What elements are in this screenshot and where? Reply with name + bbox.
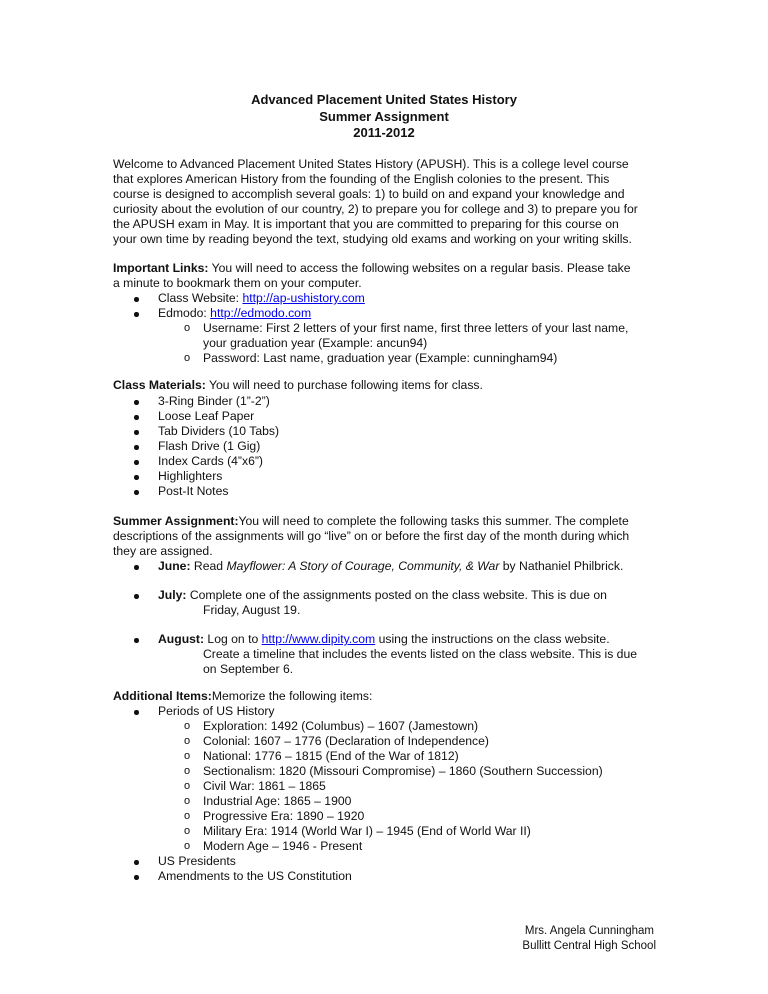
period-item: Colonial: 1607 – 1776 (Declaration of Independence) (203, 734, 489, 748)
material-item: Loose Leaf Paper (158, 409, 255, 423)
dipity-link[interactable]: http://www.dipity.com (261, 632, 376, 646)
bullet-icon (134, 565, 139, 570)
july-label: July: (158, 588, 187, 602)
links-intro (113, 261, 631, 276)
august-text-line3: on September 6. (203, 662, 294, 676)
period-item: National: 1776 – 1815 (End of the War of 1812) (203, 749, 459, 763)
june-author: by Nathaniel Philbrick. (499, 559, 624, 573)
intro-line: that explores American History from the founding of the English colonies to the present. This (113, 172, 610, 186)
periods-label: Periods of US History (158, 704, 275, 718)
bullet-icon (134, 430, 139, 435)
june-item (158, 559, 623, 574)
additional-intro (113, 689, 372, 704)
class-website-link[interactable]: http://ap-ushistory.com (242, 291, 365, 305)
edmodo-link[interactable]: http://edmodo.com (210, 306, 312, 320)
circle-bullet-icon: o (184, 322, 191, 334)
signature-school: Bullitt Central High School (522, 940, 656, 952)
intro-line: your own time by reading beyond the text, studying old exams and working on your writing skills. (113, 232, 632, 246)
circle-bullet-icon: o (184, 750, 191, 762)
book-title: Mayflower: A Story of Courage, Community, & War (226, 559, 500, 573)
period-item: Progressive Era: 1890 – 1920 (203, 809, 365, 823)
intro-line: Welcome to Advanced Placement United States History (APUSH). This is a college level course (113, 157, 629, 171)
class-website-item (158, 291, 365, 306)
summer-text-line: they are assigned. (113, 544, 213, 558)
password-line: Password: Last name, graduation year (Example: cunningham94) (203, 351, 558, 365)
summer-intro (113, 514, 629, 529)
bullet-icon (134, 312, 139, 317)
june-label: June: (158, 559, 191, 573)
doc-year: 2011-2012 (353, 125, 415, 140)
august-text-end: using the instructions on the class website. (375, 632, 610, 646)
period-item: Industrial Age: 1865 – 1900 (203, 794, 352, 808)
bullet-icon (134, 594, 139, 599)
bullet-icon (134, 710, 139, 715)
bullet-icon (134, 400, 139, 405)
august-label: August: (158, 632, 205, 646)
intro-line: the APUSH exam in May. It is important that you are committed to preparing for this course on (113, 217, 619, 231)
summer-heading: Summer Assignment: (113, 514, 239, 528)
material-item: Flash Drive (1 Gig) (158, 439, 261, 453)
august-item (158, 632, 610, 647)
circle-bullet-icon: o (184, 825, 191, 837)
circle-bullet-icon: o (184, 780, 191, 792)
doc-subtitle: Summer Assignment (319, 109, 449, 124)
july-text-line2: Friday, August 19. (203, 603, 301, 617)
period-item: Modern Age – 1946 - Present (203, 839, 363, 853)
june-text: Read (190, 559, 227, 573)
material-item: Post-It Notes (158, 484, 229, 498)
material-item: Highlighters (158, 469, 223, 483)
bullet-icon (134, 860, 139, 865)
materials-text: You will need to purchase following items for class. (205, 378, 483, 392)
july-item (158, 588, 607, 603)
signature-name: Mrs. Angela Cunningham (524, 925, 654, 937)
bullet-icon (134, 875, 139, 880)
materials-intro (113, 378, 483, 393)
class-website-label: Class Website: (158, 291, 243, 305)
july-text: Complete one of the assignments posted on the class website. This is due on (186, 588, 607, 602)
presidents-item: US Presidents (158, 854, 236, 868)
bullet-icon (134, 460, 139, 465)
summer-text: You will need to complete the following tasks this summer. The complete (238, 514, 629, 528)
bullet-icon (134, 415, 139, 420)
username-line: Username: First 2 letters of your first name, first three letters of your last name, (203, 321, 629, 335)
summer-text-line: descriptions of the assignments will go “live” on or before the first day of the month during which (113, 529, 630, 543)
period-item: Exploration: 1492 (Columbus) – 1607 (Jamestown) (203, 719, 479, 733)
circle-bullet-icon: o (184, 735, 191, 747)
bullet-icon (134, 445, 139, 450)
circle-bullet-icon: o (184, 840, 191, 852)
bullet-icon (134, 490, 139, 495)
material-item: Index Cards (4”x6”) (158, 454, 263, 468)
material-item: Tab Dividers (10 Tabs) (158, 424, 280, 438)
additional-heading: Additional Items: (113, 689, 212, 703)
links-text: You will need to access the following websites on a regular basis. Please take (208, 261, 631, 275)
circle-bullet-icon: o (184, 795, 191, 807)
bullet-icon (134, 297, 139, 302)
august-text-line2: Create a timeline that includes the events listed on the class website. This is due (203, 647, 638, 661)
material-item: 3-Ring Binder (1”-2”) (158, 394, 270, 408)
links-heading: Important Links: (113, 261, 209, 275)
august-text: Log on to (204, 632, 262, 646)
bullet-icon (134, 475, 139, 480)
username-line: your graduation year (Example: ancun94) (203, 336, 428, 350)
doc-title: Advanced Placement United States History (251, 92, 517, 107)
links-text-line2: a minute to bookmark them on your computer. (113, 276, 362, 290)
circle-bullet-icon: o (184, 765, 191, 777)
circle-bullet-icon: o (184, 352, 191, 364)
intro-line: course is designed to accomplish several goals: 1) to build on and expand your knowledge and (113, 187, 625, 201)
edmodo-label: Edmodo: (158, 306, 211, 320)
bullet-icon (134, 638, 139, 643)
circle-bullet-icon: o (184, 810, 191, 822)
circle-bullet-icon: o (184, 720, 191, 732)
amendments-item: Amendments to the US Constitution (158, 869, 352, 883)
period-item: Military Era: 1914 (World War I) – 1945 (End of World War II) (203, 824, 531, 838)
period-item: Sectionalism: 1820 (Missouri Compromise) – 1860 (Southern Succession) (203, 764, 603, 778)
edmodo-item (158, 306, 311, 321)
additional-text: Memorize the following items: (211, 689, 373, 703)
period-item: Civil War: 1861 – 1865 (203, 779, 326, 793)
materials-heading: Class Materials: (113, 378, 206, 392)
intro-line: curiosity about the evolution of our country, 2) to prepare you for college and 3) to prepare you for (113, 202, 638, 216)
